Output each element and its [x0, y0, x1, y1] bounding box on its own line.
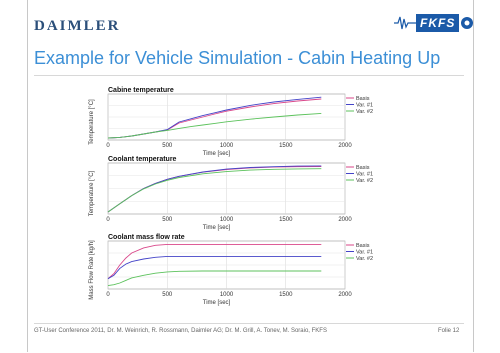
legend-entry: Var. #1 [356, 249, 374, 256]
x-tick-label: 500 [162, 143, 173, 149]
chart-title: Coolant mass flow rate [108, 234, 185, 241]
x-tick-label: 1000 [219, 292, 234, 298]
x-tick-label: 0 [106, 143, 110, 149]
footer-divider [34, 323, 464, 324]
x-axis-label: Time [sec] [202, 300, 231, 306]
legend-entry: Basis [356, 243, 370, 249]
chart-title: Cabine temperature [108, 87, 174, 94]
page-number: Folie 12 [438, 328, 460, 334]
chart-title: Coolant temperature [108, 156, 177, 163]
chart-panel-2 [89, 156, 373, 231]
x-tick-label: 1500 [279, 292, 293, 298]
x-tick-label: 0 [106, 292, 110, 298]
chart-panel-1 [89, 87, 373, 157]
x-tick-label: 500 [162, 217, 173, 223]
x-tick-label: 0 [106, 217, 110, 223]
y-axis-label: Temperature [°C] [89, 99, 95, 145]
x-axis-label: Time [sec] [202, 151, 231, 157]
legend-entry: Basis [356, 96, 370, 102]
x-tick-label: 500 [162, 292, 173, 298]
legend-entry: Var. #1 [356, 171, 374, 178]
x-axis-label: Time [sec] [202, 225, 231, 231]
legend-entry: Var. #2 [356, 256, 374, 262]
legend-entry: Basis [356, 165, 370, 171]
legend-entry: Var. #1 [356, 102, 374, 109]
x-tick-label: 1000 [219, 217, 234, 223]
x-tick-label: 1000 [219, 143, 234, 149]
slide-title: Example for Vehicle Simulation - Cabin Heating Up [34, 48, 441, 68]
fkfs-logo-text: FKFS [416, 14, 459, 32]
x-tick-label: 2000 [338, 143, 352, 149]
daimler-logo: DAIMLER [34, 18, 121, 34]
y-axis-label: Mass Flow Rate [kg/h] [89, 240, 95, 300]
x-tick-label: 2000 [338, 217, 352, 223]
x-tick-label: 1500 [279, 217, 293, 223]
footer-credits: GT-User Conference 2011, Dr. M. Weinrich, R. Rossmann, Daimler AG; Dr. M. Grill, A. Tonev, M. Soraio, FKFS [34, 328, 327, 334]
y-axis-label: Temperature [°C] [89, 170, 95, 217]
x-tick-label: 1500 [279, 143, 293, 149]
legend-entry: Var. #2 [356, 178, 374, 184]
x-tick-label: 2000 [338, 292, 352, 298]
legend-entry: Var. #2 [356, 109, 374, 115]
chart-panel-3 [89, 234, 373, 306]
